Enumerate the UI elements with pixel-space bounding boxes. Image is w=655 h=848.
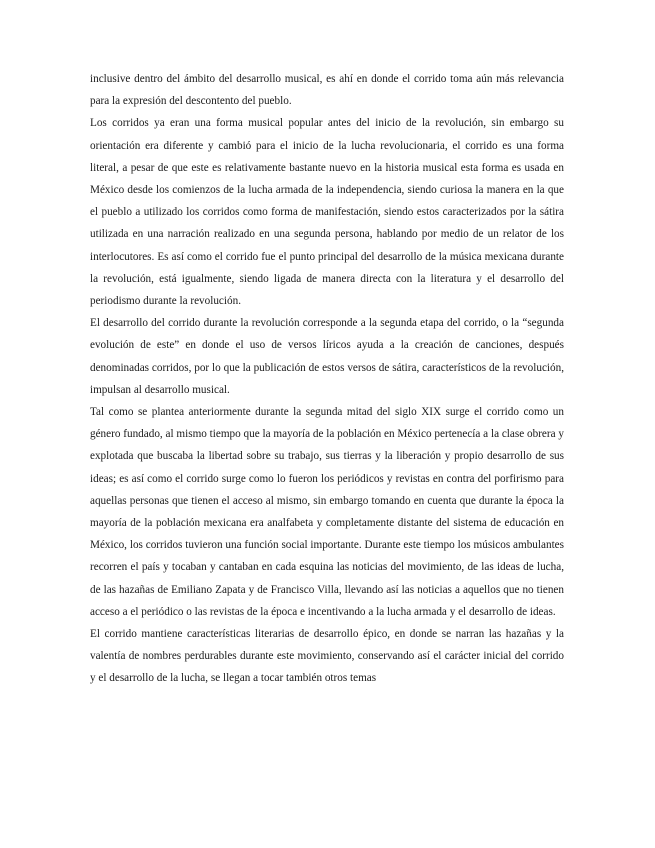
paragraph-4: Tal como se plantea anteriormente durante la segunda mitad del siglo XIX surge el corrido como un género fundado, al mismo tiempo que la mayoría de la población en México pertenecía a la clase obrera y explotada que buscaba la libertad sobre su trabajo, sus tierras y la liberación y propio desarrollo de sus ideas; es así como el corrido surge como lo fueron los periódicos y revistas en contra del porfirismo para aquellas personas que tienen el acceso al mismo, sin embargo tomando en cuenta que durante la época la mayoría de la población mexicana era analfabeta y completamente distante del sistema de educación en México, los corridos tuvieron una función social importante. Durante este tiempo los músicos ambulantes recorren el país y tocaban y cantaban en cada esquina las noticias del movimiento, de las ideas de lucha, de las hazañas de Emiliano Zapata y de Francisco Villa, llevando así las noticias a aquellos que no tienen acceso a el periódico o las revistas de la época e incentivando a la lucha armada y el desarrollo de ideas. [90, 406, 564, 618]
paragraph-1: inclusive dentro del ámbito del desarrollo musical, es ahí en donde el corrido toma aún más relevancia para la expresión del descontento del pueblo. [90, 73, 564, 108]
paragraph-5: El corrido mantiene características literarias de desarrollo épico, en donde se narran las hazañas y la valentía de nombres perdurables durante este movimiento, conservando así el carácter inicial del corrido y el desarrollo de la lucha, se llegan a tocar también otros temas [90, 628, 564, 685]
paragraph-2: Los corridos ya eran una forma musical popular antes del inicio de la revolución, sin embargo su orientación era diferente y cambió para el inicio de la lucha revolucionaria, el corrido es una forma literal, a pesar de que este es relativamente bastante nuevo en la historia musical esta forma es usada en México desde los comienzos de la lucha armada de la independencia, siendo curiosa la manera en la que el pueblo a utilizado los corridos como forma de manifestación, siendo estos caracterizados por la sátira utilizada en una narración realizado en una segunda persona, hablando por medio de un relator de los interlocutores. Es así como el corrido fue el punto principal del desarrollo de la música mexicana durante la revolución, está igualmente, siendo ligada de manera directa con la literatura y el desarrollo del periodismo durante la revolución. [90, 117, 564, 308]
body-text [90, 68, 564, 690]
paragraph-3: El desarrollo del corrido durante la revolución corresponde a la segunda etapa del corrido, o la “segunda evolución de este” en donde el uso de versos líricos ayuda a la creación de canciones, después denominadas corridos, por lo que la publicación de estos versos de sátira, característicos de la revolución, impulsan al desarrollo musical. [90, 317, 564, 396]
